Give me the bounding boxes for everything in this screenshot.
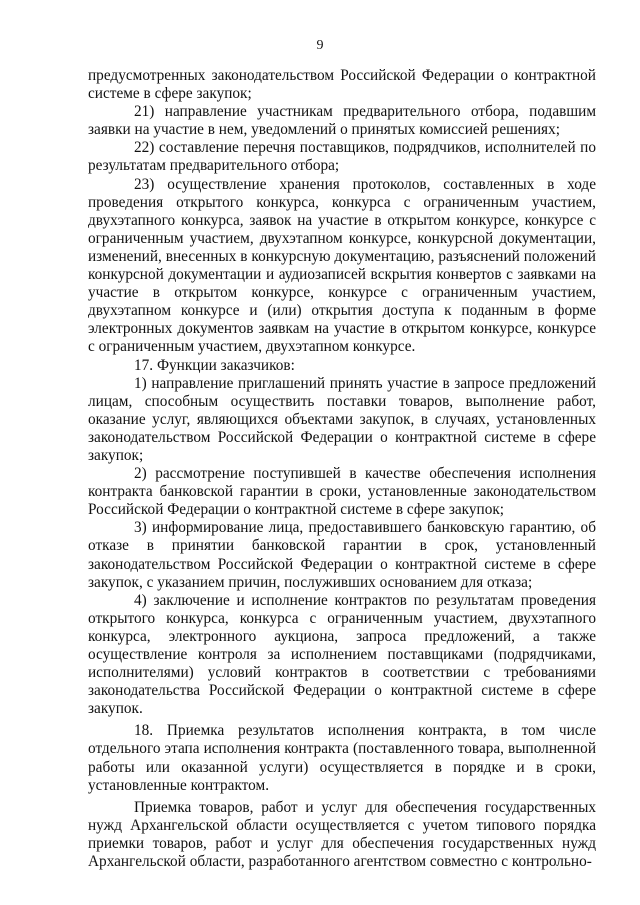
page-number: 9 <box>316 38 324 53</box>
paragraph-item-2: 2) рассмотрение поступившей в качестве обеспечения исполнения контракта банковской гарантии в сроки, установленные законодательством Российской Федерации о контрактной системе в сфере закупок; <box>88 465 596 519</box>
paragraph-item-4: 4) заключение и исполнение контрактов по результатам проведения открытого конкурса, конкурса с ограниченным участием, двухэтапного конкурса, электронного аукциона, запроса предложений, а также осуществление контроля за исполнением поставщиками (подрядчиками, исполнителями) условий контрактов в соответствии с требованиями законодательства Российской Федерации о контрактной системе в сфере закупок. <box>88 591 596 718</box>
document-body <box>88 67 596 871</box>
section-17-heading: 17. Функции заказчиков: <box>134 356 295 374</box>
acceptance-paragraph: Приемка товаров, работ и услуг для обеспечения государственных нужд Архангельской области осуществляется с учетом типового порядка приемки товаров, работ и услуг для обеспечения государственных нужд Архангельской области, разработанного агентством совместно с контрольно- <box>88 798 596 871</box>
paragraph-item-21: 21) направление участникам предварительного отбора, подавшим заявки на участие в нем, уведомлений о принятых комиссией решениях; <box>88 103 596 139</box>
paragraph-item-3: 3) информирование лица, предоставившего банковскую гарантию, об отказе в принятии банковской гарантии в срок, установленный законодательством Российской Федерации о контрактной системе в сфере закупок, с указанием причин, послуживших основанием для отказа; <box>88 519 596 591</box>
paragraph-item-22: 22) составление перечня поставщиков, подрядчиков, исполнителей по результатам предварительного отбора; <box>88 139 596 175</box>
section-18-paragraph: 18. Приемка результатов исполнения контракта, в том числе отдельного этапа исполнения контракта (поставленного товара, выполненной работы или оказанной услуги) осуществляется в порядке и в сроки, установленные контрактом. <box>88 722 596 794</box>
paragraph-item-23: 23) осуществление хранения протоколов, составленных в ходе проведения открытого конкурса, конкурса с ограниченным участием, двухэтапного конкурса, заявок на участие в открытом конкурсе, конкурсе с ограниченным участием, двухэтапном конкурсе, конкурсной документации, изменений, внесенных в конкурсную документацию, разъяснений положений конкурсной документации и аудиозаписей вскрытия конвертов с заявками на участие в открытом конкурсе, конкурсе с ограниченным участием, двухэтапном конкурсе и (или) открытия доступа к поданным в форме электронных документов заявкам на участие в открытом конкурсе, конкурсе с ограниченным участием, двухэтапном конкурсе. <box>88 175 596 356</box>
paragraph-item-1: 1) направление приглашений принять участие в запросе предложений лицам, способным осуществить поставки товаров, выполнение работ, оказание услуг, являющихся объектами закупок, в случаях, установленных законодательством Российской Федерации о контрактной системе в сфере закупок; <box>88 374 596 464</box>
paragraph-continuation: предусмотренных законодательством Российской Федерации о контрактной системе в сфере закупок; <box>88 67 596 103</box>
